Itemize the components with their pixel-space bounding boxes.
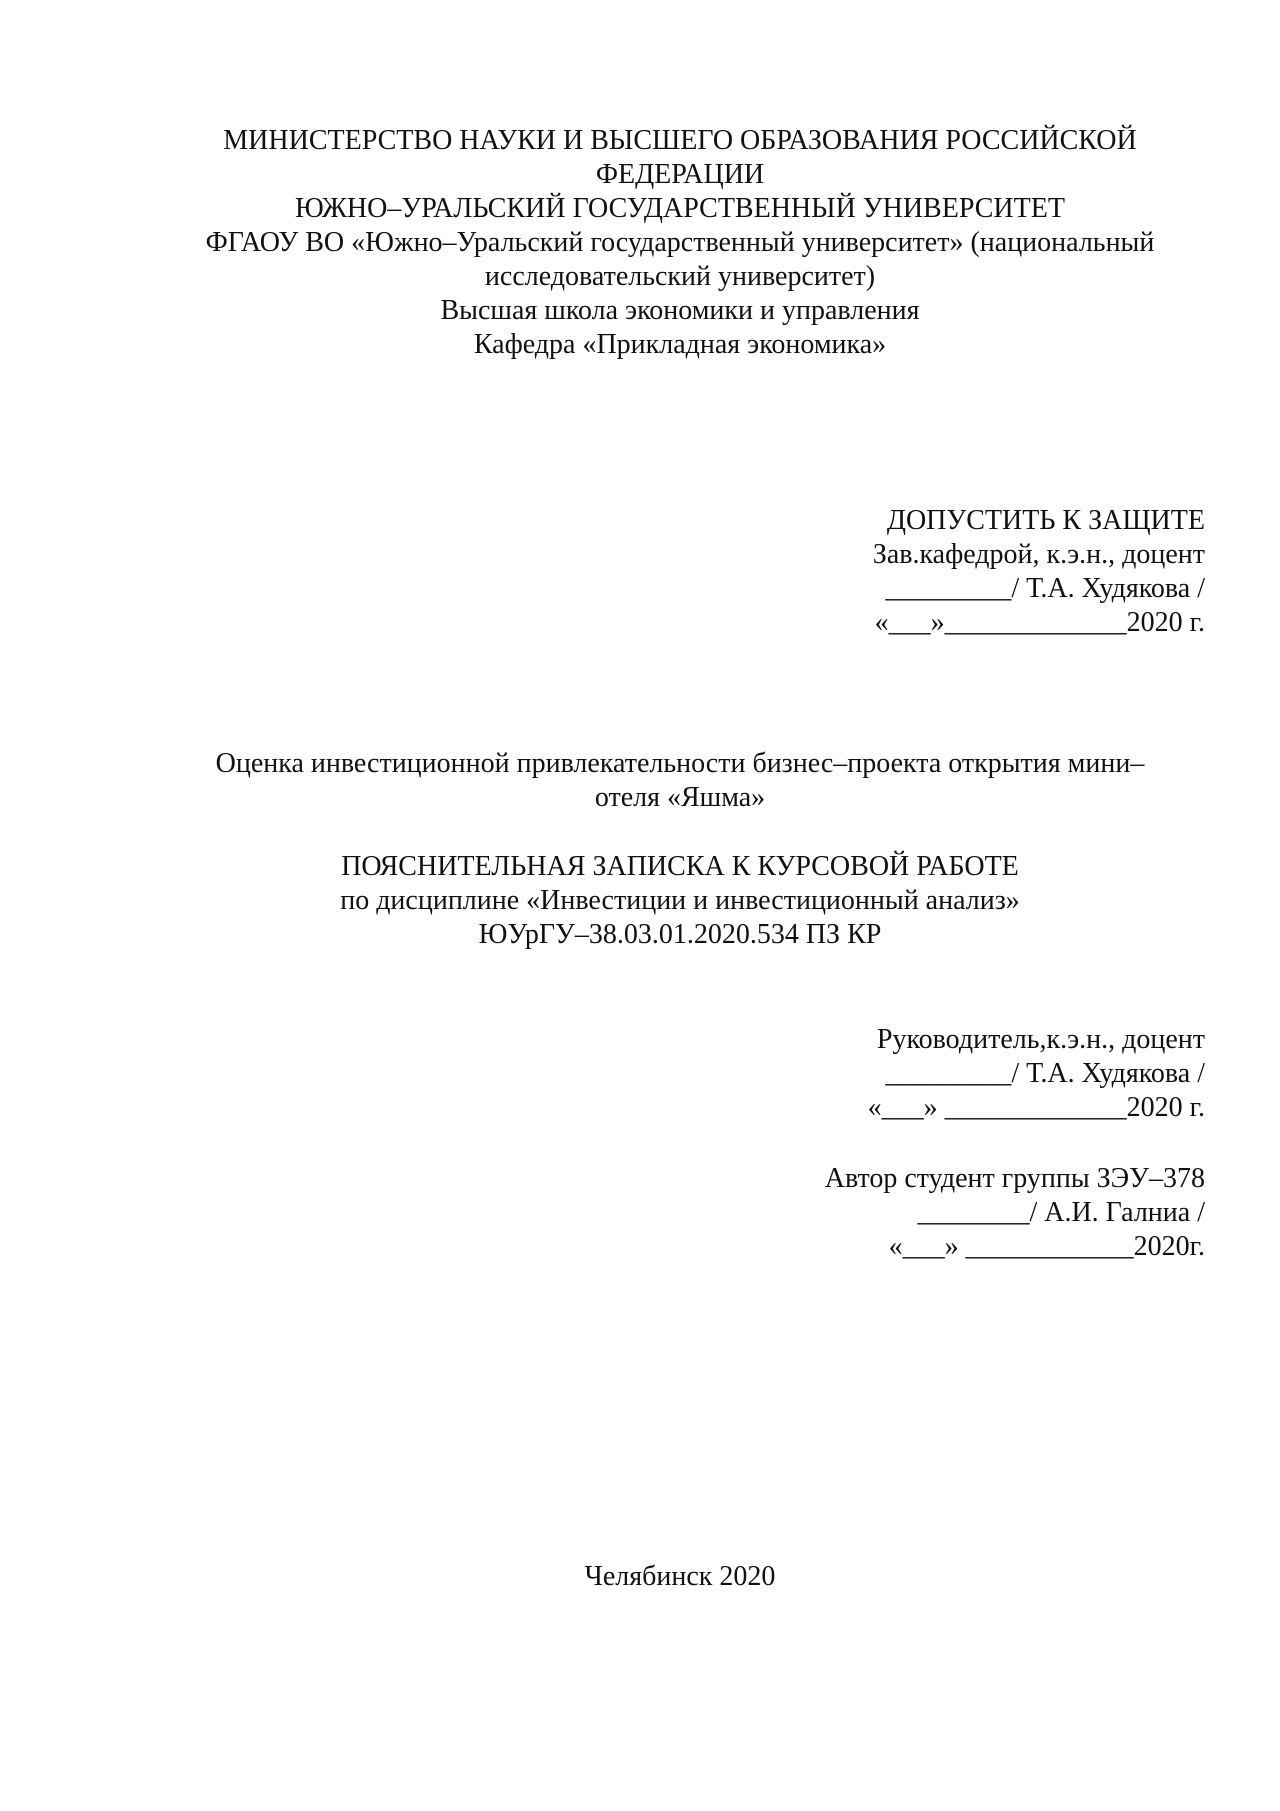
university-name: ЮЖНО–УРАЛЬСКИЙ ГОСУДАРСТВЕННЫЙ УНИВЕРСИТЕТ — [295, 193, 1065, 224]
document-code: ЮУрГУ–38.03.01.2020.534 ПЗ КР — [478, 919, 882, 950]
ministry-name-line-2: ФЕДЕРАЦИИ — [595, 159, 765, 190]
approval-signature-line: _________/ Т.А. Худякова / — [885, 573, 1205, 604]
university-full-name-line-2: исследовательский университет) — [484, 261, 876, 292]
author-signature-line: ________/ А.И. Галниа / — [917, 1197, 1205, 1228]
topic-line-2: отеля «Яшма» — [594, 782, 766, 813]
supervisor-position: Руководитель,к.э.н., доцент — [876, 1024, 1205, 1055]
department-name: Кафедра «Прикладная экономика» — [473, 329, 887, 360]
supervisor-signature-line: _________/ Т.А. Худякова / — [885, 1058, 1205, 1089]
author-position: Автор студент группы ЗЭУ–378 — [824, 1163, 1205, 1194]
approval-block — [873, 504, 1205, 640]
ministry-name-line-1: МИНИСТЕРСТВО НАУКИ И ВЫСШЕГО ОБРАЗОВАНИЯ РОССИЙСКОЙ — [223, 125, 1137, 156]
discipline-name: по дисциплине «Инвестиции и инвестиционный анализ» — [340, 885, 1020, 916]
approval-date-line: «___»_____________2020 г. — [874, 607, 1205, 638]
work-topic — [160, 747, 1200, 815]
approval-position: Зав.кафедрой, к.э.н., доцент — [872, 539, 1205, 570]
author-date-line: «___» ____________2020г. — [888, 1231, 1205, 1262]
supervisor-block — [868, 1023, 1205, 1125]
document-title: ПОЯСНИТЕЛЬНАЯ ЗАПИСКА К КУРСОВОЙ РАБОТЕ — [341, 851, 1019, 882]
ministry-header — [160, 124, 1200, 362]
topic-line-1: Оценка инвестиционной привлекательности бизнес–проекта открытия мини– — [215, 748, 1145, 779]
supervisor-date-line: «___» _____________2020 г. — [867, 1092, 1205, 1123]
city-year: Челябинск 2020 — [584, 1561, 776, 1592]
author-block — [825, 1162, 1205, 1264]
document-title-block — [160, 850, 1200, 952]
school-name: Высшая школа экономики и управления — [440, 295, 920, 326]
city-year-footer — [160, 1560, 1200, 1594]
approval-title: ДОПУСТИТЬ К ЗАЩИТЕ — [886, 505, 1205, 536]
university-full-name-line-1: ФГАОУ ВО «Южно–Уральский государственный университет» (национальный — [205, 227, 1155, 258]
